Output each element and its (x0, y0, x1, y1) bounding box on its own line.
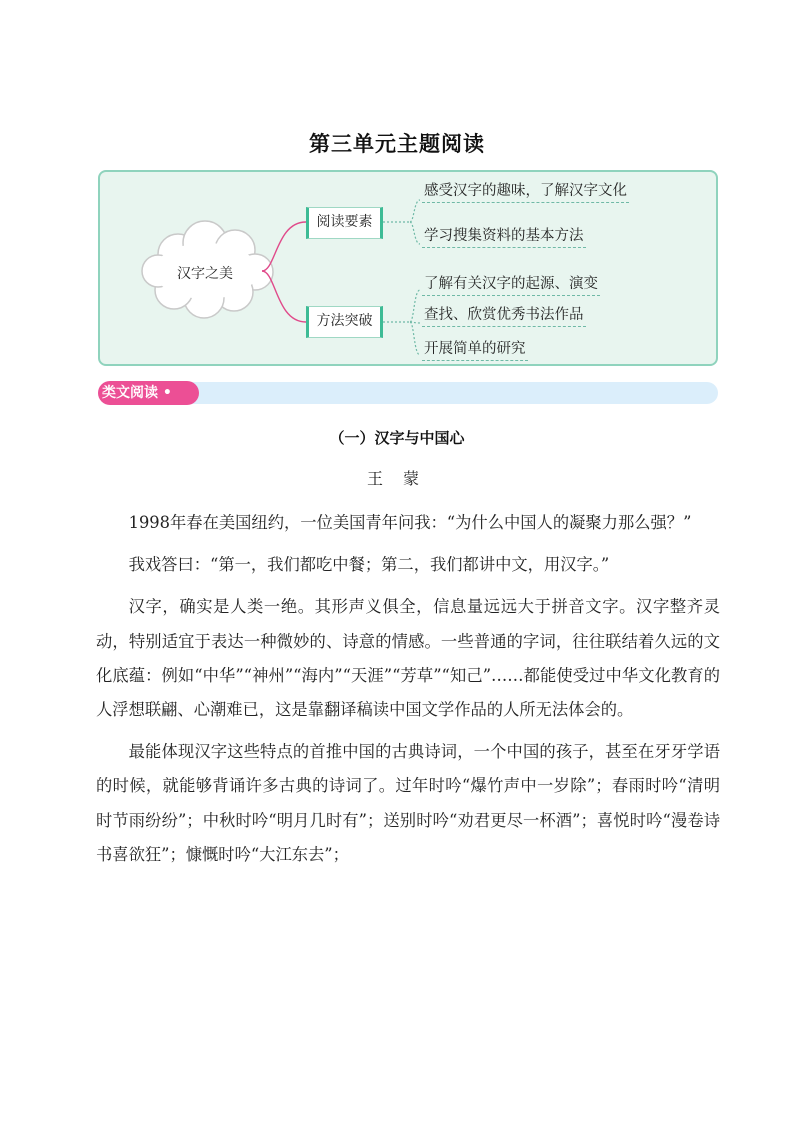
leaf-item: 感受汉字的趣味，了解汉字文化 (422, 179, 629, 203)
article-title: （一）汉字与中国心 (329, 429, 465, 447)
article-author: 王蒙 (366, 469, 439, 488)
paragraph: 汉字，确实是人类一绝。其形声义俱全，信息量远远大于拼音文字。汉字整齐灵动，特别适宜于表达一种微妙的、诗意的情感。一些普通的字词，往往联结着久远的文化底蕴：例如“中华”“神州”“海内”“天涯”“芳草”“知己”……都能使受过中华文化教育的人浮想联翩、心潮难已，这是靠翻译稿读中国文学作品的人所无法体会的。 (96, 597, 720, 720)
leaf-item: 开展简单的研究 (422, 337, 528, 361)
paragraph: 1998年春在美国纽约，一位美国青年问我：“为什么中国人的凝聚力那么强？” (128, 513, 692, 532)
paragraph: 我戏答曰：“第一，我们都吃中餐；第二，我们都讲中文，用汉字。” (128, 555, 610, 575)
branch-reading-elements: 阅读要素 (306, 207, 383, 239)
section-tag: 类文阅读 • (98, 381, 199, 405)
article-body (96, 506, 720, 880)
branch-method-breakthrough: 方法突破 (306, 306, 383, 338)
page-title: 第三单元主题阅读 (309, 132, 485, 156)
mind-map-center-label: 汉字之美 (177, 266, 233, 282)
leaf-item: 查找、欣赏优秀书法作品 (422, 303, 586, 327)
leaf-item: 学习搜集资料的基本方法 (422, 224, 586, 248)
paragraph: 最能体现汉字这些特点的首推中国的古典诗词，一个中国的孩子，甚至在牙牙学语的时候，就能够背诵许多古典的诗词了。过年时吟“爆竹声中一岁除”；春雨时吟“清明时节雨纷纷”；中秋时吟“明月几时有”；送别时吟“劝君更尽一杯酒”；喜悦时吟“漫卷诗书喜欲狂”；慷慨时吟“大江东去”； (96, 742, 720, 864)
leaf-item: 了解有关汉字的起源、演变 (422, 272, 600, 296)
